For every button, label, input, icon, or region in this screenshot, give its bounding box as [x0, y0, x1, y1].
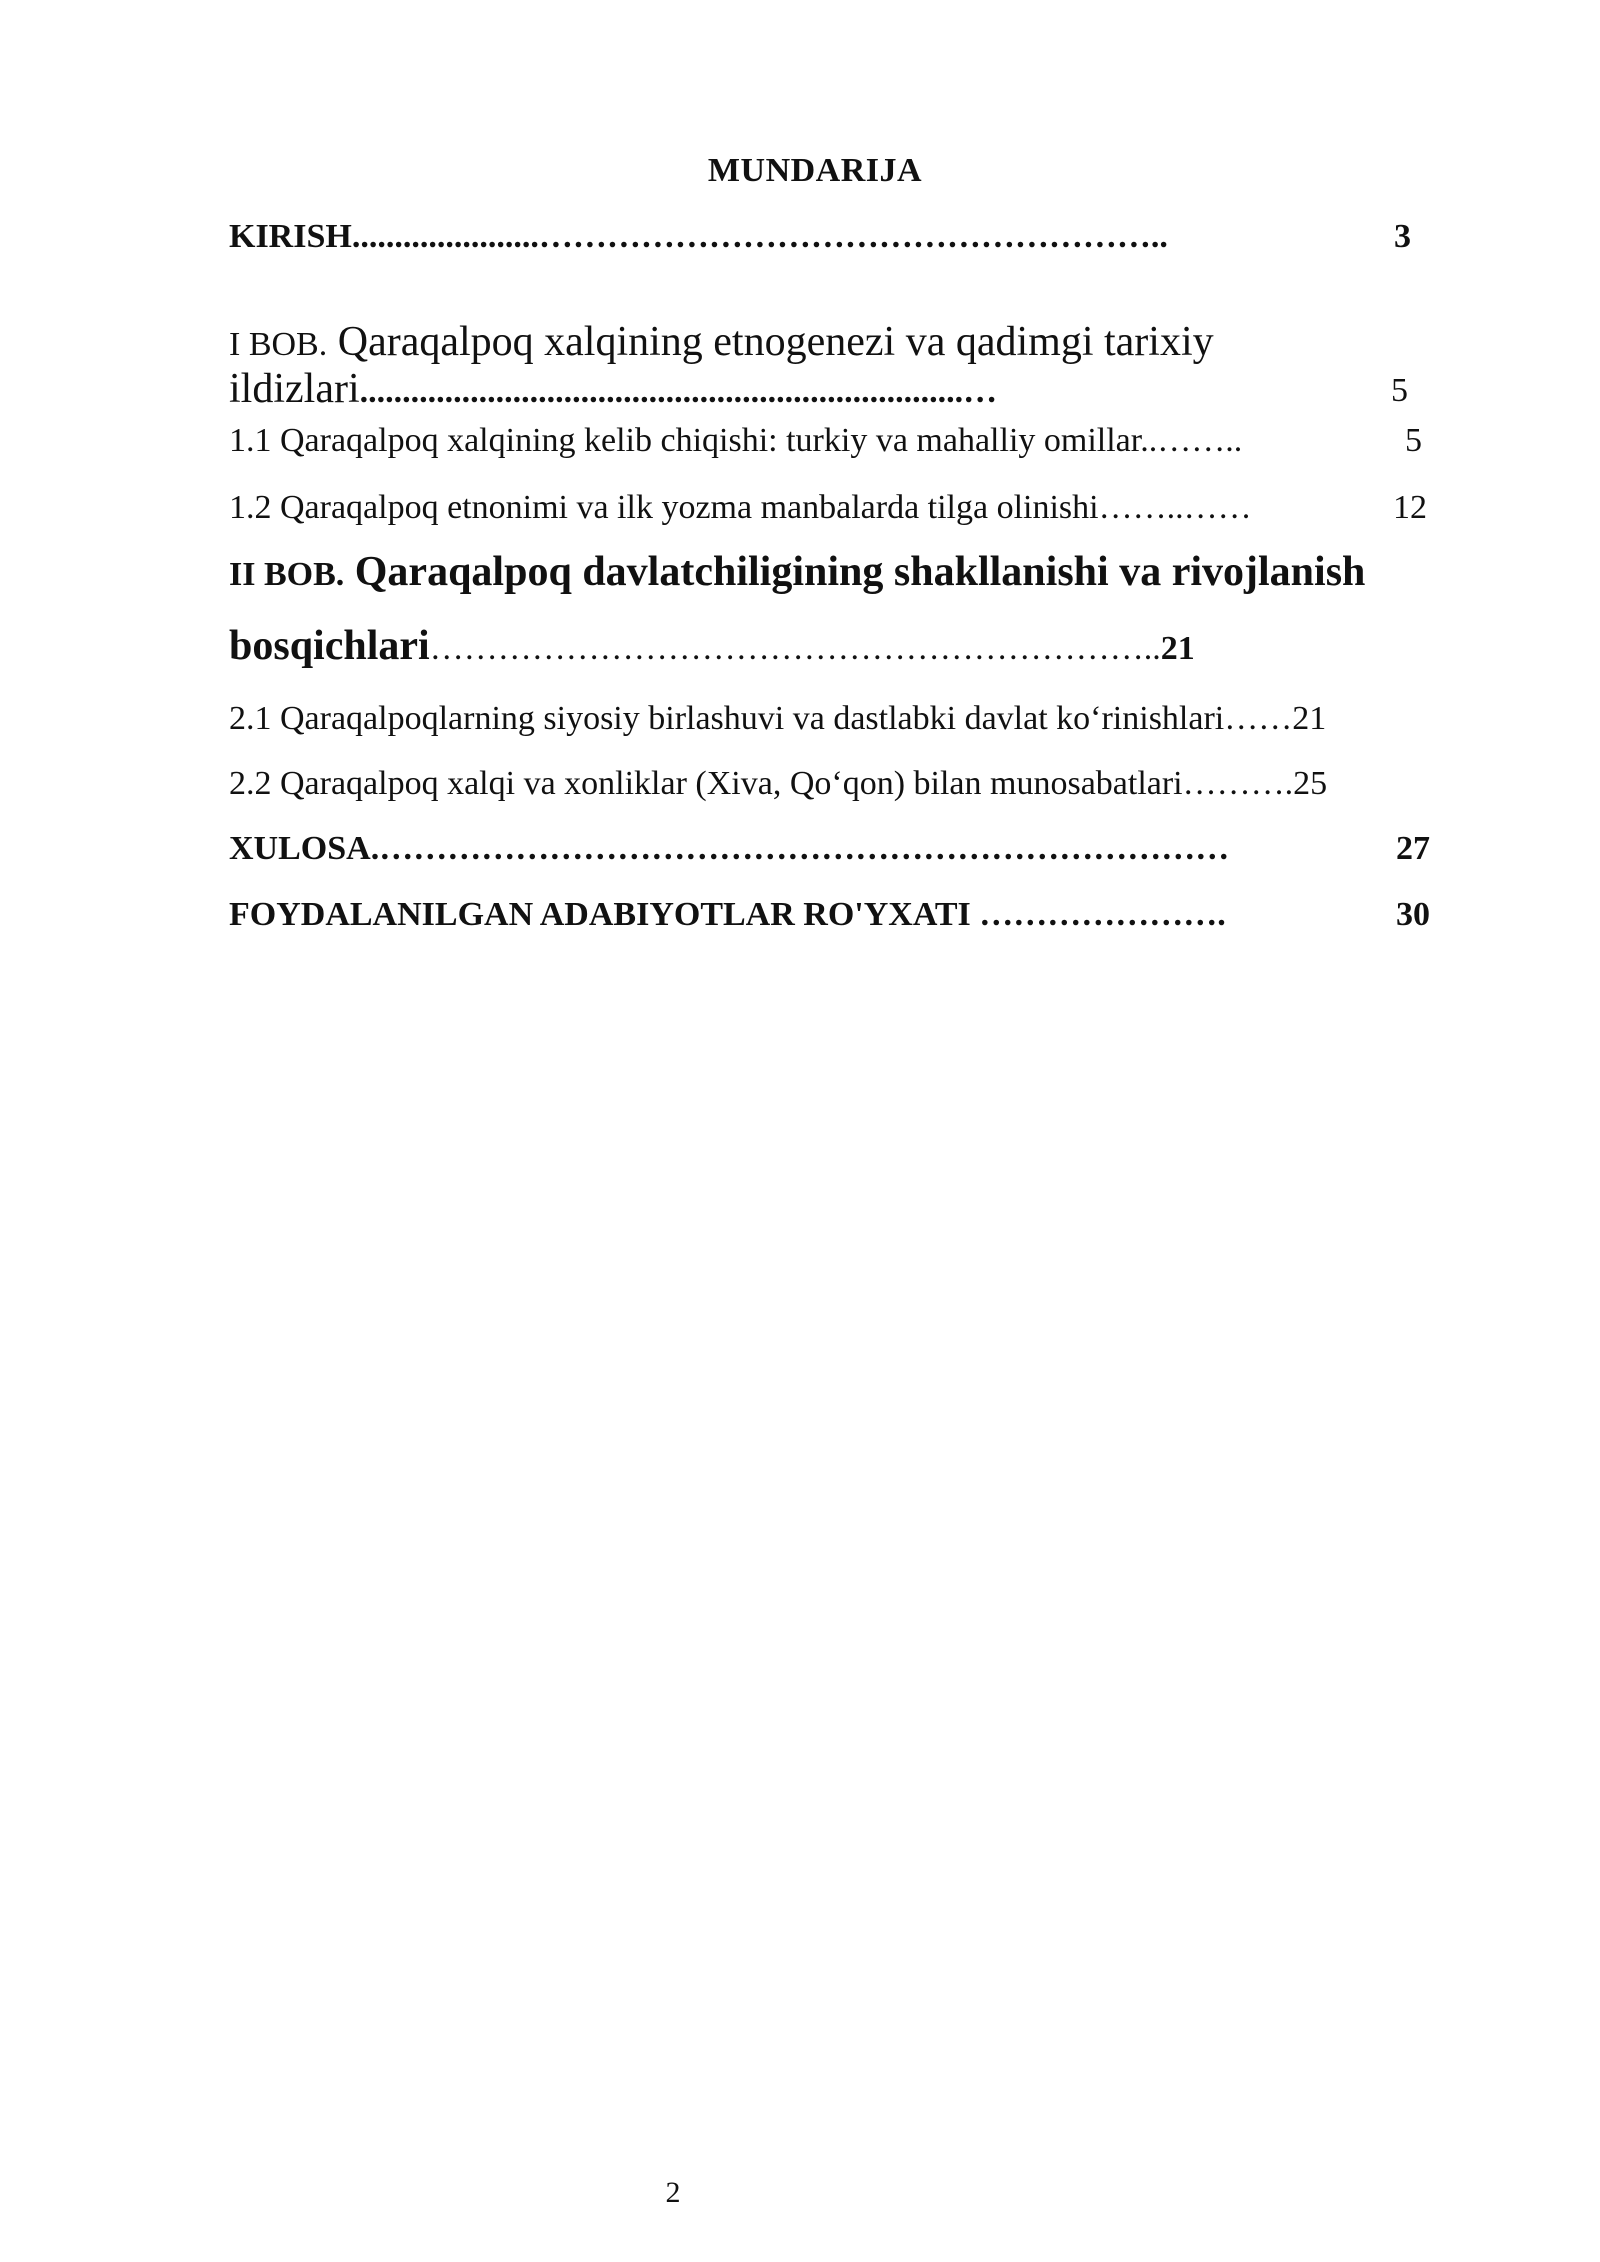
chapter-2-title-line2: bosqichlari — [229, 623, 430, 669]
chapter-2-dots: ……………………………………………………….. — [429, 630, 1161, 667]
toc-entry-xulosa: XULOSA.………………………………………………………………… — [229, 830, 1230, 867]
toc-entry-chapter-1-cont — [229, 365, 997, 413]
toc-page-chapter-2: 21 — [1160, 630, 1195, 667]
toc-page-kirish: 3 — [1394, 218, 1411, 255]
toc-page-xulosa: 27 — [1396, 830, 1430, 867]
chapter-1-title-line1: Qaraqalpoq xalqining etnogenezi va qadimgi tarixiy — [327, 319, 1214, 365]
toc-entry-chapter-2 — [229, 548, 1365, 596]
toc-entry-bibliography: FOYDALANILGAN ADABIYOTLAR RO'YXATI …………………. — [229, 896, 1226, 933]
toc-page-bibliography: 30 — [1396, 896, 1430, 933]
toc-entry-kirish: KIRISH......................……………………………………………….. — [229, 218, 1168, 255]
toc-page-section-1-1: 5 — [1405, 422, 1422, 459]
chapter-1-prefix: I BOB. — [229, 326, 328, 363]
toc-entry-section-2-2: 2.2 Qaraqalpoq xalqi va xonliklar (Xiva, Qo‘qon) bilan munosabatlari……….25 — [229, 765, 1328, 802]
chapter-1-title-line2: ildizlari — [229, 366, 360, 412]
page-footer-number: 2 — [665, 2176, 681, 2209]
toc-entry-section-1-2: 1.2 Qaraqalpoq etnonimi va ilk yozma manbalarda tilga olinishi……..…… — [229, 489, 1252, 526]
toc-heading: MUNDARIJA — [707, 152, 923, 189]
chapter-2-prefix: II BOB. — [229, 556, 345, 593]
toc-page-chapter-1: 5 — [1391, 372, 1408, 409]
toc-entry-section-1-1: 1.1 Qaraqalpoq xalqining kelib chiqishi: turkiy va mahalliy omillar..…….. — [229, 422, 1243, 459]
toc-page-section-1-2: 12 — [1393, 489, 1427, 526]
toc-entry-chapter-1 — [229, 318, 1214, 366]
chapter-2-title-line1: Qaraqalpoq davlatchiligining shakllanishi va rivojlanish — [344, 549, 1366, 595]
toc-entry-chapter-2-cont — [229, 622, 1195, 670]
toc-entry-section-2-1: 2.1 Qaraqalpoqlarning siyosiy birlashuvi va dastlabki davlat ko‘rinishlari……21 — [229, 700, 1327, 737]
chapter-1-dots: .......................................................................… — [359, 373, 998, 410]
